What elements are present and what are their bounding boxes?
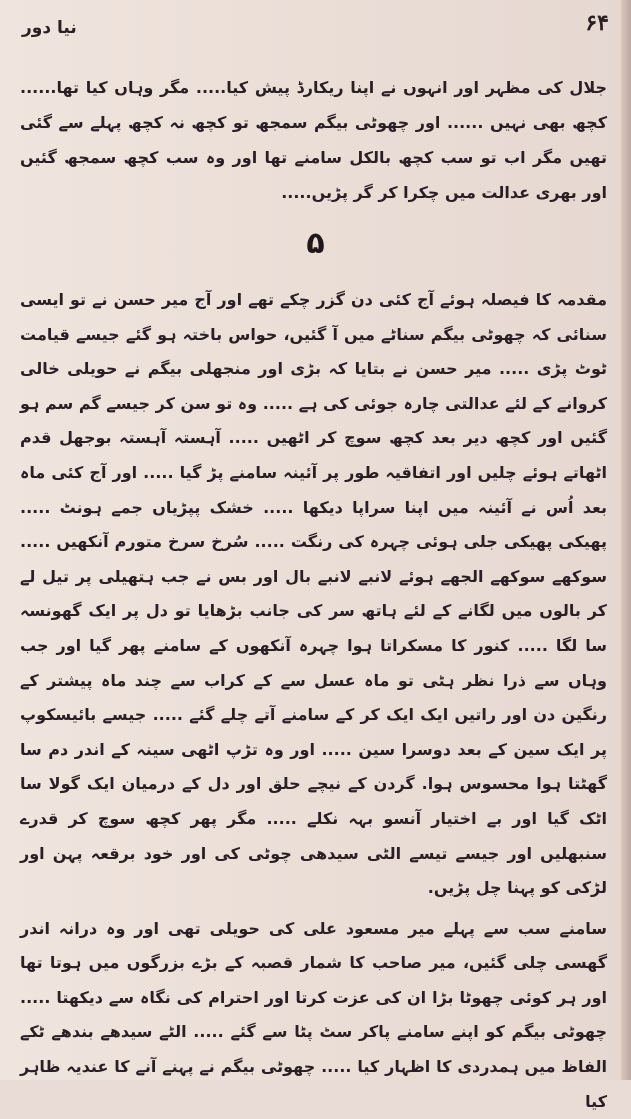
running-title: نیا دور xyxy=(22,18,77,38)
intro-section xyxy=(20,70,607,210)
paragraph-2: سامنے سب سے پہلے میر مسعود علی کی حویلی تھی اور وہ درانہ اندر گھسی چلی گئیں، میر صاحب کا شمار قصبہ کے بڑے بزرگوں میں ہوتا تھا اور ہر کوئی چھوٹا بڑا ان کی عزت کرتا اور احترام کی نگاہ سے دیکھتا ..... چھوٹی بیگم کو اپنے سامنے پاکر سٹ پٹا سے گئے ..... الٹے سیدھے بندھے ٹکے الفاظ میں ہمدردی کا اظہار کیا ..... چھوٹی بیگم نے پہنے آنے کا عندیہ ظاہر کیا xyxy=(20,918,607,1111)
page-header xyxy=(22,6,609,46)
page-number: ۶۴ xyxy=(585,10,609,36)
section-number: ۵ xyxy=(306,226,325,261)
intro-paragraph: جلال کی مظہر اور انہوں نے اپنا ریکارڈ پیش کیا..... مگر وہاں کیا تھا...... کچھ بھی نہیں ...... اور چھوٹی بیگم سمجھ تو کچھ نہ کچھ پہلے سے گئی تھیں مگر اب تو سب کچھ بالکل سامنے تھا اور وہ سب کچھ سمجھ گئیں اور بھری عدالت میں چکرا کر گر پڑیں..... xyxy=(20,78,607,202)
paragraph-1: مقدمہ کا فیصلہ ہوئے آج کئی دن گزر چکے تھے اور آج میر حسن نے تو ایسی سنائی کہ چھوٹی بیگم سناٹے میں آ گئیں، حواس باختہ ہو گئے جیسے قیامت ٹوٹ پڑی ..... میر حسن نے بتایا کہ بڑی اور منجھلی بیگم نے حویلی خالی کروانے کے لئے عدالتی چارہ جوئی کی ہے ..... وہ تو سن کر جیسے گم سم ہو گئیں اور کچھ دیر بعد کچھ سوچ کر اٹھیں ..... آہستہ آہستہ بوجھل قدم اٹھاتے ہوئے چلیں اور اتفاقیہ طور پر آئینہ سامنے پڑ گیا ..... اور آج کئی ماہ بعد اُس نے آئینہ میں اپنا سراپا دیکھا ..... خشک پپڑیاں جمے ہونٹ ..... پھیکی پھیکی جلی ہوئی چہرہ کی رنگت ..... سُرخ سرخ متورم آنکھیں ..... سوکھے سوکھے الجھے ہوئے لانبے لانبے بال اور بس نے جب ہتھیلی پر تیل لے کر بالوں میں لگانے کے لئے ہاتھ سر کی جانب بڑھایا تو دل پر ایک گھونسہ سا لگا ..... کنور کا مسکراتا ہوا چہرہ آنکھوں کے سامنے پھر گیا اور جب وہاں سے ذرا نظر ہٹی تو ماہ عسل سے کے کراب سے چند ماہ پیشتر کے رنگین دن اور راتیں ایک ایک کر کے سامنے آتے چلے گئے ..... جیسے بائیسکوپ پر ایک سین کے بعد دوسرا سین ..... اور وہ تڑپ اٹھی سینہ کے اندر دم سا گھٹتا ہوا محسوس ہوا. گردن کے نیچے حلق اور دل کے درمیان ایک گولا سا اٹک گیا اور بے اختیار آنسو بہہ نکلے ..... مگر پھر کچھ سوچ کر قدرے سنبھلیں اور جیسے تیسے الٹی سیدھی چوٹی کی اور خود برقعہ پہن اور لڑکی کو پہنا چل پڑیں. xyxy=(20,290,607,898)
main-section xyxy=(20,283,607,1119)
page-edge xyxy=(621,0,631,1080)
